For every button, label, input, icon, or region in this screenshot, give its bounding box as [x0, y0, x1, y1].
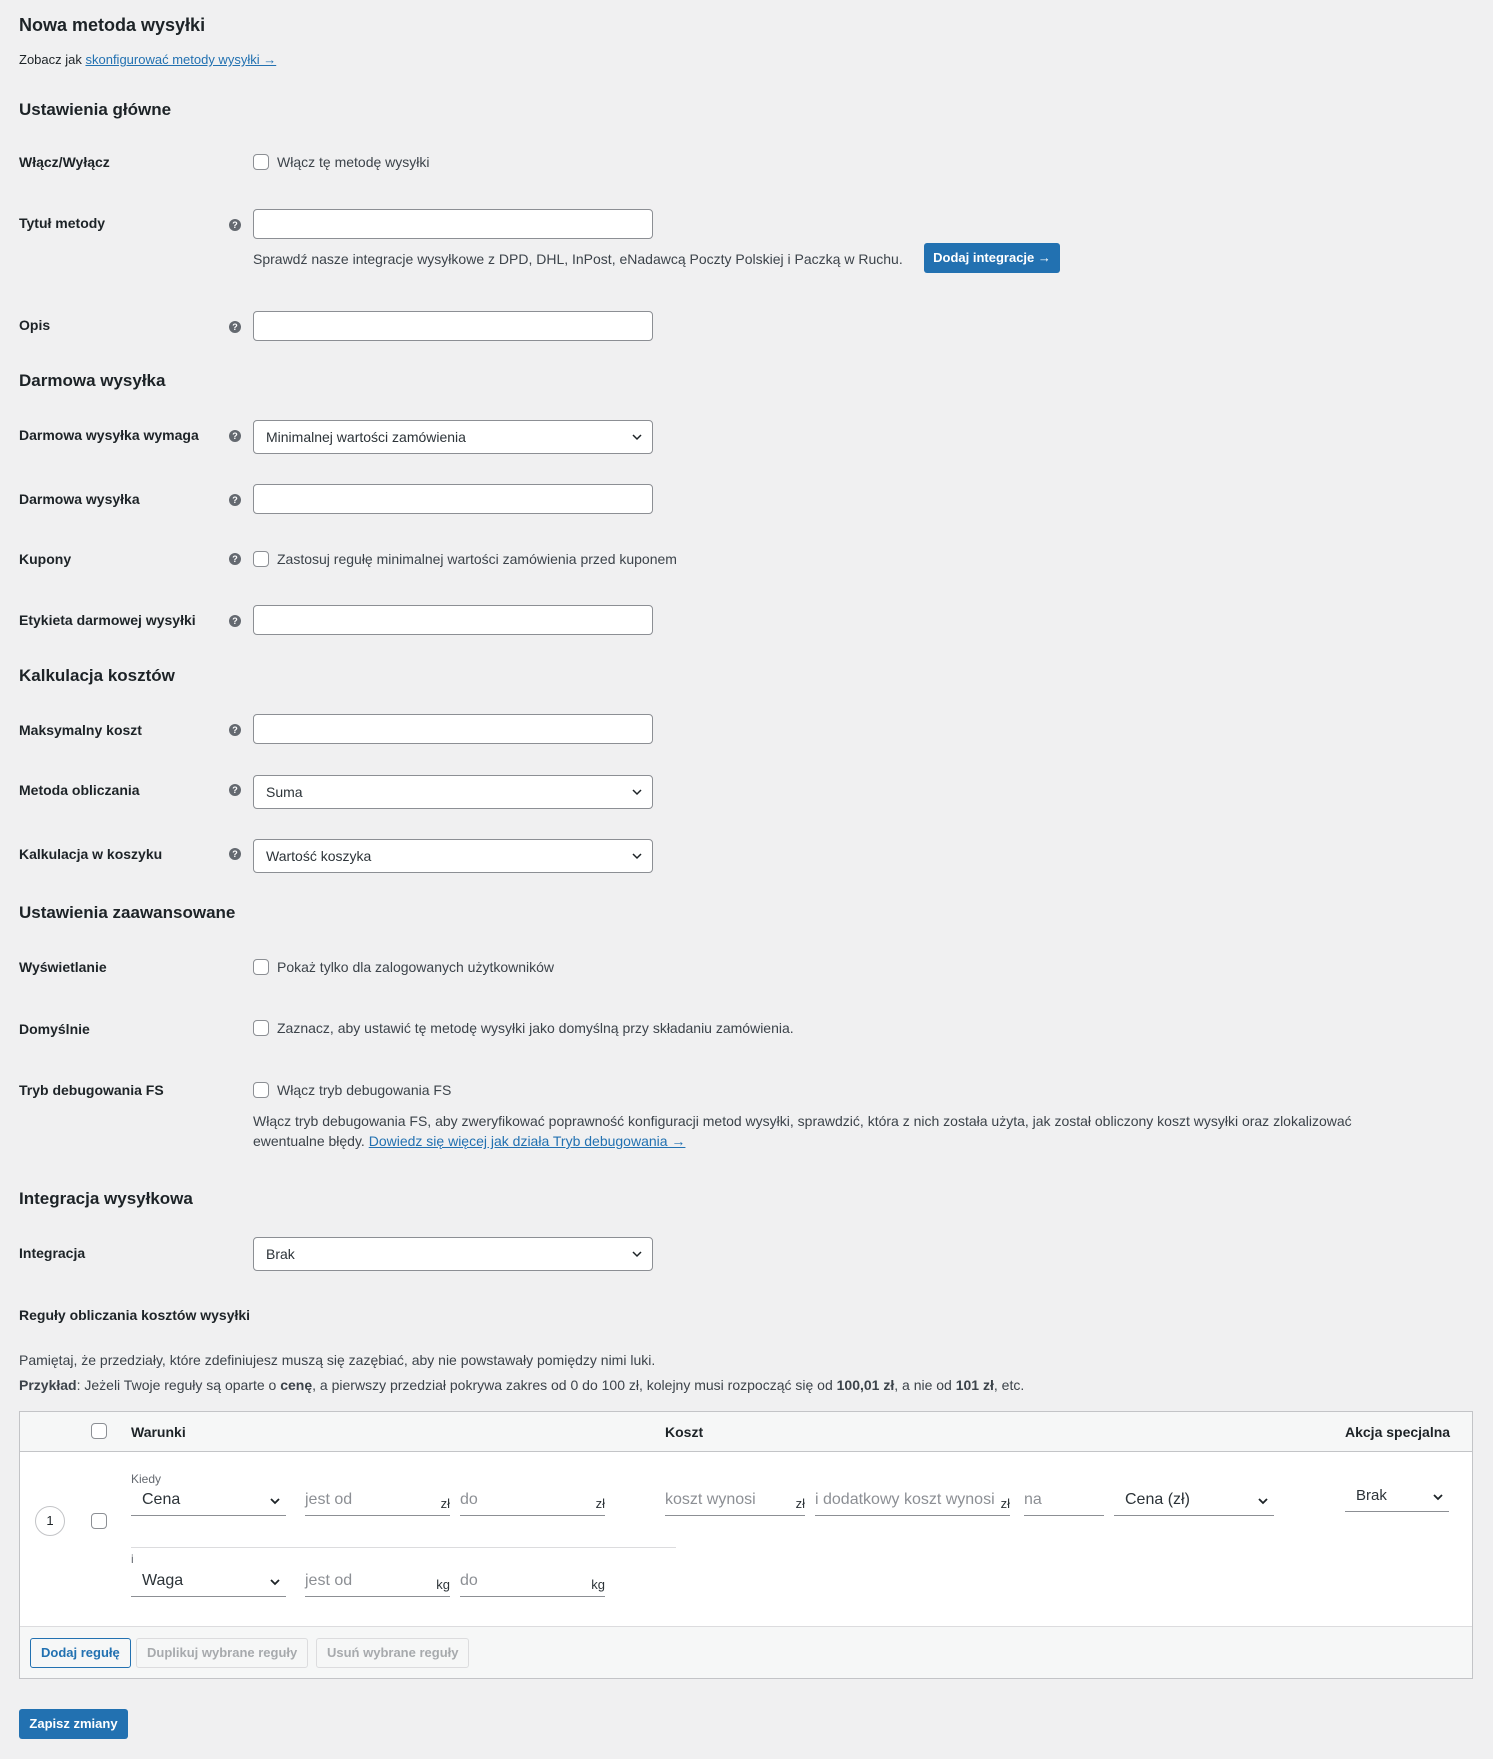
debug-learn-more-link[interactable]: Dowiedz się więcej jak działa Tryb debugowania →	[368, 1133, 686, 1149]
chevron-down-icon	[632, 851, 642, 861]
integration-value: Brak	[266, 1246, 295, 1262]
additional-cost-placeholder: i dodatkowy koszt wynosi	[815, 1491, 995, 1508]
condition-to-input[interactable]	[460, 1488, 605, 1516]
duplicate-rules-button[interactable]: Duplikuj wybrane reguły	[136, 1638, 308, 1668]
add-rule-button[interactable]: Dodaj regułę	[30, 1638, 131, 1668]
section-integration: Integracja wysyłkowa	[19, 1189, 193, 1208]
per-input[interactable]	[1024, 1488, 1104, 1516]
example-bold-label: Przykład	[19, 1377, 77, 1393]
condition-to-placeholder: do	[460, 1491, 478, 1508]
condition-field-select[interactable]	[131, 1569, 286, 1597]
condition-from-input[interactable]	[305, 1488, 450, 1516]
enable-checkbox[interactable]	[253, 154, 269, 170]
default-checkbox-label: Zaznacz, aby ustawić tę metodę wysyłki jako domyślną przy składaniu zamówienia.	[277, 1020, 794, 1036]
unit-label: zł	[440, 1496, 450, 1511]
condition-to-input[interactable]	[460, 1569, 605, 1597]
condition-field-select[interactable]	[131, 1488, 286, 1516]
condition-to-placeholder: do	[460, 1572, 478, 1589]
intro-label: Zobacz jak	[19, 52, 86, 67]
cost-input[interactable]	[665, 1488, 805, 1516]
when-label: Kiedy	[131, 1472, 162, 1486]
page-title: Nowa metoda wysyłki	[19, 15, 206, 35]
cart-calc-label: Kalkulacja w koszyku	[19, 846, 163, 862]
integration-label: Integracja	[19, 1245, 86, 1261]
rule-number: 1	[35, 1506, 65, 1536]
unit-label: zł	[795, 1496, 805, 1511]
select-all-checkbox[interactable]	[91, 1423, 107, 1439]
example-bold: 101 zł	[955, 1377, 994, 1393]
rule-checkbox[interactable]	[91, 1513, 107, 1529]
chevron-down-icon	[270, 1496, 280, 1506]
condition-field-value: Cena	[142, 1491, 181, 1508]
per-unit-select[interactable]	[1114, 1488, 1274, 1516]
help-icon: ?	[229, 724, 241, 736]
display-label: Wyświetlanie	[19, 959, 107, 975]
unit-label: kg	[591, 1577, 605, 1592]
debug-checkbox-label: Włącz tryb debugowania FS	[277, 1082, 452, 1098]
special-action-value: Brak	[1356, 1487, 1387, 1504]
chevron-down-icon	[270, 1577, 280, 1587]
rules-table-header	[20, 1412, 1472, 1452]
rules-note: Pamiętaj, że przedziały, które zdefiniujesz muszą się zazębiać, aby nie powstawały pomiędzy nimi luki.	[19, 1352, 656, 1368]
title-label: Tytuł metody	[19, 215, 106, 231]
chevron-down-icon	[632, 787, 642, 797]
calc-method-value: Suma	[266, 784, 303, 800]
coupons-checkbox-label: Zastosuj regułę minimalnej wartości zamówienia przed kuponem	[277, 551, 677, 567]
help-icon: ?	[229, 430, 241, 442]
cost-placeholder: koszt wynosi	[665, 1491, 756, 1508]
example-bold: cenę	[280, 1377, 313, 1393]
free-label-input[interactable]	[253, 605, 653, 635]
max-cost-input[interactable]	[253, 714, 653, 744]
debug-description	[253, 1111, 1453, 1151]
free-label-label: Etykieta darmowej wysyłki	[19, 612, 196, 628]
unit-label: zł	[595, 1496, 605, 1511]
default-checkbox[interactable]	[253, 1020, 269, 1036]
enable-checkbox-label: Włącz tę metodę wysyłki	[277, 154, 430, 170]
calc-method-select[interactable]	[253, 775, 653, 809]
example-text: , a pierwszy przedział pokrywa zakres od 0 do 100 zł, kolejny musi rozpocząć się od	[312, 1377, 837, 1393]
rules-table-footer	[20, 1626, 1472, 1678]
help-icon: ?	[229, 615, 241, 627]
debug-checkbox[interactable]	[253, 1082, 269, 1098]
configure-link[interactable]: skonfigurować metody wysyłki →	[85, 52, 277, 67]
help-icon: ?	[229, 494, 241, 506]
integration-select[interactable]	[253, 1237, 653, 1271]
enable-label: Włącz/Wyłącz	[19, 154, 110, 170]
unit-label: zł	[999, 1492, 1010, 1516]
debug-description-line2	[253, 1131, 1453, 1151]
free-requires-select[interactable]	[253, 420, 653, 454]
example-text: : Jeżeli Twoje reguły są oparte o	[76, 1377, 281, 1393]
description-label: Opis	[19, 317, 51, 333]
header-cost: Koszt	[665, 1424, 704, 1440]
chevron-down-icon	[1433, 1492, 1443, 1502]
special-action-select[interactable]	[1345, 1484, 1449, 1512]
help-icon: ?	[229, 784, 241, 796]
section-cost-calculation: Kalkulacja kosztów	[19, 666, 175, 685]
help-icon: ?	[229, 219, 241, 231]
chevron-down-icon	[1258, 1496, 1268, 1506]
rules-table	[19, 1411, 1473, 1679]
example-text: , a nie od	[894, 1377, 956, 1393]
default-label: Domyślnie	[19, 1021, 90, 1037]
cart-calc-select[interactable]	[253, 839, 653, 873]
free-requires-value: Minimalnej wartości zamówienia	[266, 429, 466, 445]
save-changes-button[interactable]: Zapisz zmiany	[19, 1709, 128, 1739]
per-unit-value: Cena (zł)	[1125, 1491, 1190, 1508]
condition-from-input[interactable]	[305, 1569, 450, 1597]
intro-text	[19, 52, 276, 67]
example-bold: 100,01 zł	[836, 1377, 895, 1393]
and-label: i	[131, 1552, 134, 1566]
integration-note: Sprawdź nasze integracje wysyłkowe z DPD, DHL, InPost, eNadawcą Poczty Polskiej i Paczką w Ruchu.	[253, 251, 903, 267]
coupons-checkbox[interactable]	[253, 551, 269, 567]
description-input[interactable]	[253, 311, 653, 341]
delete-rules-button[interactable]: Usuń wybrane reguły	[316, 1638, 469, 1668]
header-conditions: Warunki	[131, 1424, 186, 1440]
debug-description-text: ewentualne błędy.	[253, 1133, 369, 1149]
unit-label: kg	[436, 1577, 450, 1592]
debug-label: Tryb debugowania FS	[19, 1082, 164, 1098]
title-input[interactable]	[253, 209, 653, 239]
display-checkbox-label: Pokaż tylko dla zalogowanych użytkowników	[277, 959, 555, 975]
help-icon: ?	[229, 553, 241, 565]
calc-method-label: Metoda obliczania	[19, 782, 140, 798]
chevron-down-icon	[632, 1249, 642, 1259]
section-free-shipping: Darmowa wysyłka	[19, 371, 166, 390]
free-requires-label: Darmowa wysyłka wymaga	[19, 427, 199, 443]
chevron-down-icon	[632, 432, 642, 442]
header-special-action: Akcja specjalna	[1345, 1424, 1451, 1440]
condition-from-placeholder: jest od	[305, 1572, 353, 1589]
max-cost-label: Maksymalny koszt	[19, 722, 142, 738]
coupons-label: Kupony	[19, 551, 72, 567]
free-amount-label: Darmowa wysyłka	[19, 491, 140, 507]
condition-divider	[131, 1547, 676, 1548]
free-amount-input[interactable]	[253, 484, 653, 514]
cart-calc-value: Wartość koszyka	[266, 848, 372, 864]
debug-description-line1: Włącz tryb debugowania FS, aby zweryfikować poprawność konfiguracji metod wysyłki, sprawdzić, która z nich została użyta, jak został obliczony koszt wysyłki oraz zlokalizować	[253, 1113, 1352, 1129]
example-text: , etc.	[993, 1377, 1025, 1393]
per-placeholder: na	[1024, 1491, 1042, 1508]
section-advanced: Ustawienia zaawansowane	[19, 903, 236, 922]
additional-cost-input[interactable]	[815, 1488, 1010, 1516]
condition-field-value: Waga	[142, 1572, 184, 1589]
display-checkbox[interactable]	[253, 959, 269, 975]
add-integrations-button[interactable]: Dodaj integracje →	[924, 243, 1060, 273]
rules-example	[19, 1377, 1024, 1393]
condition-from-placeholder: jest od	[305, 1491, 353, 1508]
section-main-settings: Ustawienia główne	[19, 100, 172, 119]
rules-title: Reguły obliczania kosztów wysyłki	[19, 1307, 251, 1323]
help-icon: ?	[229, 321, 241, 333]
help-icon: ?	[229, 848, 241, 860]
